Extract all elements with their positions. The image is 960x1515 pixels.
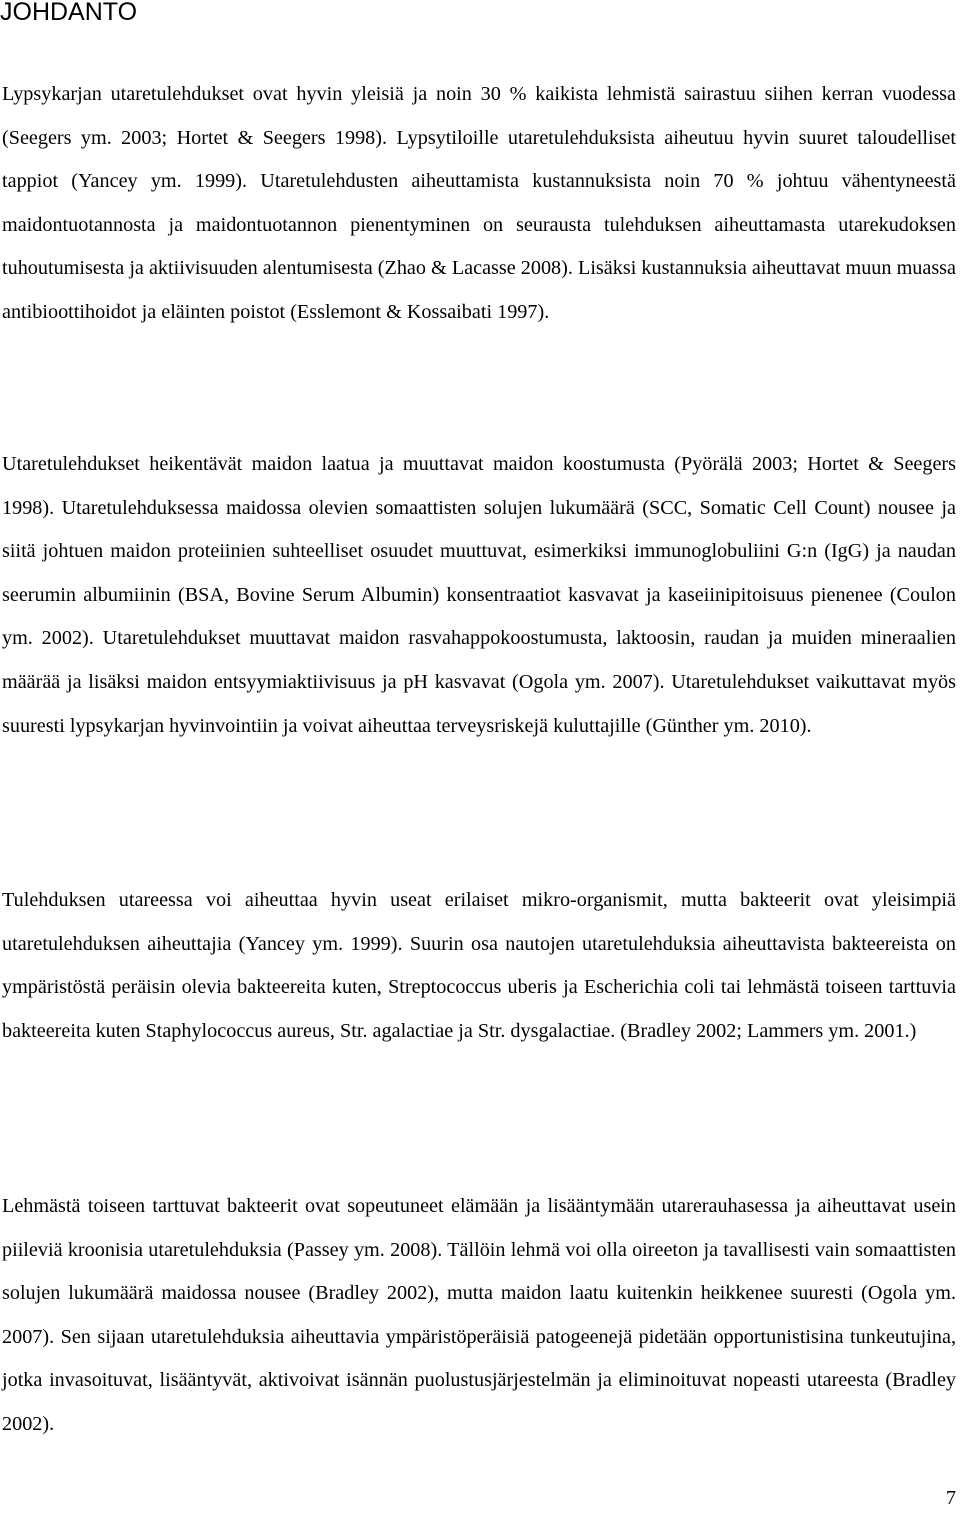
paragraph: Lypsykarjan utaretulehdukset ovat hyvin yleisiä ja noin 30 % kaikista lehmistä sairastuu siihen kerran vuodessa (Seegers ym. 2003; Hortet & Seegers 1998). Lypsytiloille utaretulehduksista aiheutuu hyvin suuret taloudelliset tappiot (Yancey ym. 1999). Utaretulehdusten aiheuttamista kustannuksista noin 70 % johtuu vähentyneestä maidontuotannosta ja maidontuotannon pienentyminen on seurausta tulehduksen aiheuttamasta utarekudoksen tuhoutumisesta ja aktiivisuuden alentumisesta (Zhao & Lacasse 2008). Lisäksi kustannuksia aiheuttavat muun muassa antibioottihoidot ja eläinten poistot (Esslemont & Kossaibati 1997). — [2, 83, 956, 323]
page-number: 7 — [946, 1487, 956, 1509]
section-heading: JOHDANTO — [0, 0, 138, 26]
paragraph: Lehmästä toiseen tarttuvat bakteerit ovat sopeutuneet elämään ja lisääntymään utarerauhasessa ja aiheuttavat usein piileviä kroonisia utaretulehduksia (Passey ym. 2008). Tällöin lehmä voi olla oireeton ja tavallisesti vain somaattisten solujen lukumäärä maidossa nousee (Bradley 2002), mutta maidon laatu kuitenkin heikkenee suuresti (Ogola ym. 2007). Sen sijaan utaretulehduksia aiheuttavia ympäristöperäisiä patogeenejä pidetään opportunistisina tunkeutujina, jotka invasoituvat, lisääntyvät, aktivoivat isännän puolustusjärjestelmän ja eliminoituvat nopeasti utareesta (Bradley 2002). — [2, 1195, 956, 1435]
paragraph: Tulehduksen utareessa voi aiheuttaa hyvin useat erilaiset mikro-organismit, mutta bakteerit ovat yleisimpiä utaretulehduksen aiheuttajia (Yancey ym. 1999). Suurin osa nautojen utaretulehduksia aiheuttavista bakteereista on ympäristöstä peräisin olevia bakteereita kuten, Streptococcus uberis ja Escherichia coli tai lehmästä toiseen tarttuvia bakteereita kuten Staphylococcus aureus, Str. agalactiae ja Str. dysgalactiae. (Bradley 2002; Lammers ym. 2001.) — [2, 889, 956, 1042]
paragraph: Utaretulehdukset heikentävät maidon laatua ja muuttavat maidon koostumusta (Pyörälä 2003; Hortet & Seegers 1998). Utaretulehduksessa maidossa olevien somaattisten solujen lukumäärä (SCC, Somatic Cell Count) nousee ja siitä johtuen maidon proteiinien suhteelliset osuudet muuttuvat, esimerkiksi immunoglobuliini G:n (IgG) ja naudan seerumin albumiinin (BSA, Bovine Serum Albumin) konsentraatiot kasvavat ja kaseiinipitoisuus pienenee (Coulon ym. 2002). Utaretulehdukset muuttavat maidon rasvahappokoostumusta, laktoosin, raudan ja muiden mineraalien määrää ja lisäksi maidon entsyymiaktiivisuus ja pH kasvavat (Ogola ym. 2007). Utaretulehdukset vaikuttavat myös suuresti lypsykarjan hyvinvointiin ja voivat aiheuttaa terveysriskejä kuluttajille (Günther ym. 2010). — [2, 453, 956, 737]
